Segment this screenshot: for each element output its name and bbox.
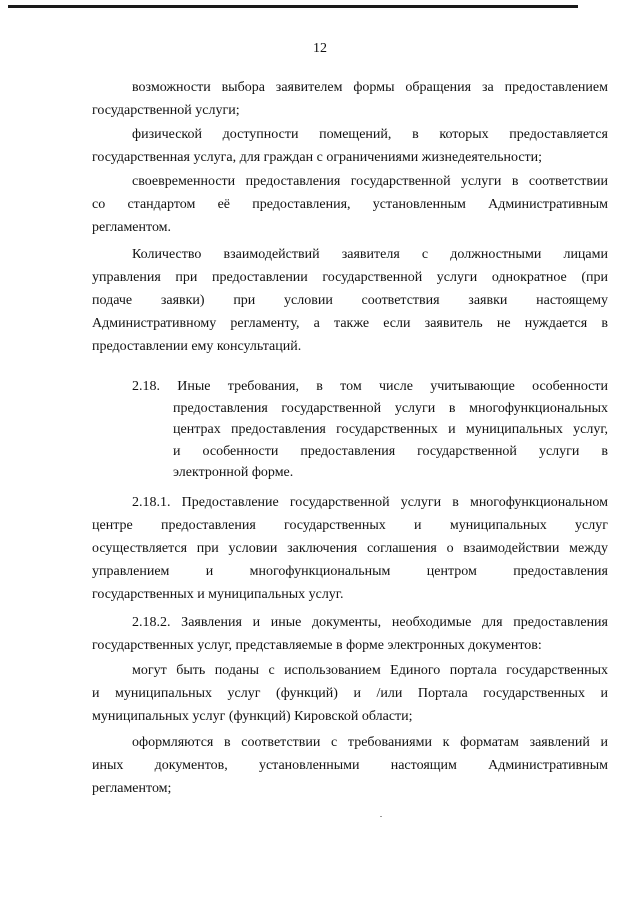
text-line: Количество взаимодействий заявителя с должностными лицами (132, 247, 608, 262)
text-line: управления при предоставлении государственной услуги однократное (при (92, 270, 608, 285)
text-line: 2.18.1. Предоставление государственной услуги в многофункциональном (132, 495, 608, 510)
paragraph-choice-of-form (92, 76, 608, 122)
text-line: государственная услуга, для граждан с ограничениями жизнедеятельности; (92, 150, 543, 165)
heading-line: и особенности предоставления государственной услуги в (173, 443, 608, 459)
text-line: оформляются в соответствии с требованиями к форматам заявлений и (132, 735, 608, 750)
text-line: государственных и муниципальных услуг. (92, 587, 344, 602)
paragraph-2-18-2 (92, 611, 608, 657)
text-line: муниципальных услуг (функций) Кировской области; (92, 709, 413, 724)
text-line: государственной услуги; (92, 103, 240, 118)
text-line: государственных услуг, представляемые в форме электронных документов: (92, 638, 542, 653)
text-line: регламентом; (92, 781, 172, 796)
text-line: регламентом. (92, 220, 172, 235)
scan-speck (380, 816, 382, 817)
text-line: подаче заявки) при условии соответствия заявки настоящему (92, 293, 608, 308)
text-line: своевременности предоставления государственной услуги в соответствии (132, 174, 608, 189)
text-line: предоставлении ему консультаций. (92, 339, 302, 354)
top-border-line (8, 5, 578, 8)
text-line: осуществляется при условии заключения соглашения о взаимодействии между (92, 541, 608, 556)
text-line: иных документов, установленными настоящим Административным (92, 758, 608, 773)
paragraph-interactions-count (92, 243, 608, 358)
paragraph-timeliness (92, 170, 608, 239)
heading-line: предоставления государственной услуги в многофункциональных (173, 400, 608, 416)
text-line: управлением и многофункциональным центром предоставления (92, 564, 608, 579)
heading-line: центрах предоставления государственных и муниципальных услуг, (173, 422, 608, 437)
text-line: 2.18.2. Заявления и иные документы, необходимые для предоставления (132, 615, 608, 630)
text-line: Административному регламенту, а также если заявитель не нуждается в (92, 316, 608, 331)
paragraph-physical-accessibility (92, 123, 608, 169)
text-line: возможности выбора заявителем формы обращения за предоставлением (132, 80, 608, 95)
text-line: и муниципальных услуг (функций) и /или Портала государственных и (92, 686, 608, 701)
section-heading-2-18 (132, 376, 608, 484)
text-line: физической доступности помещений, в которых предоставляется (132, 127, 608, 142)
heading-line: 2.18. Иные требования, в том числе учитывающие особенности (132, 379, 608, 394)
paragraph-2-18-1 (92, 491, 608, 606)
text-line: могут быть поданы с использованием Единого портала государственных (132, 663, 608, 678)
heading-line: электронной форме. (173, 465, 294, 480)
text-line: со стандартом её предоставления, установленным Административным (92, 197, 608, 212)
paragraph-formatting-requirements (92, 731, 608, 800)
paragraph-may-be-submitted (92, 659, 608, 728)
page-number: 12 (313, 41, 327, 56)
text-line: центре предоставления государственных и муниципальных услуг (92, 518, 608, 533)
